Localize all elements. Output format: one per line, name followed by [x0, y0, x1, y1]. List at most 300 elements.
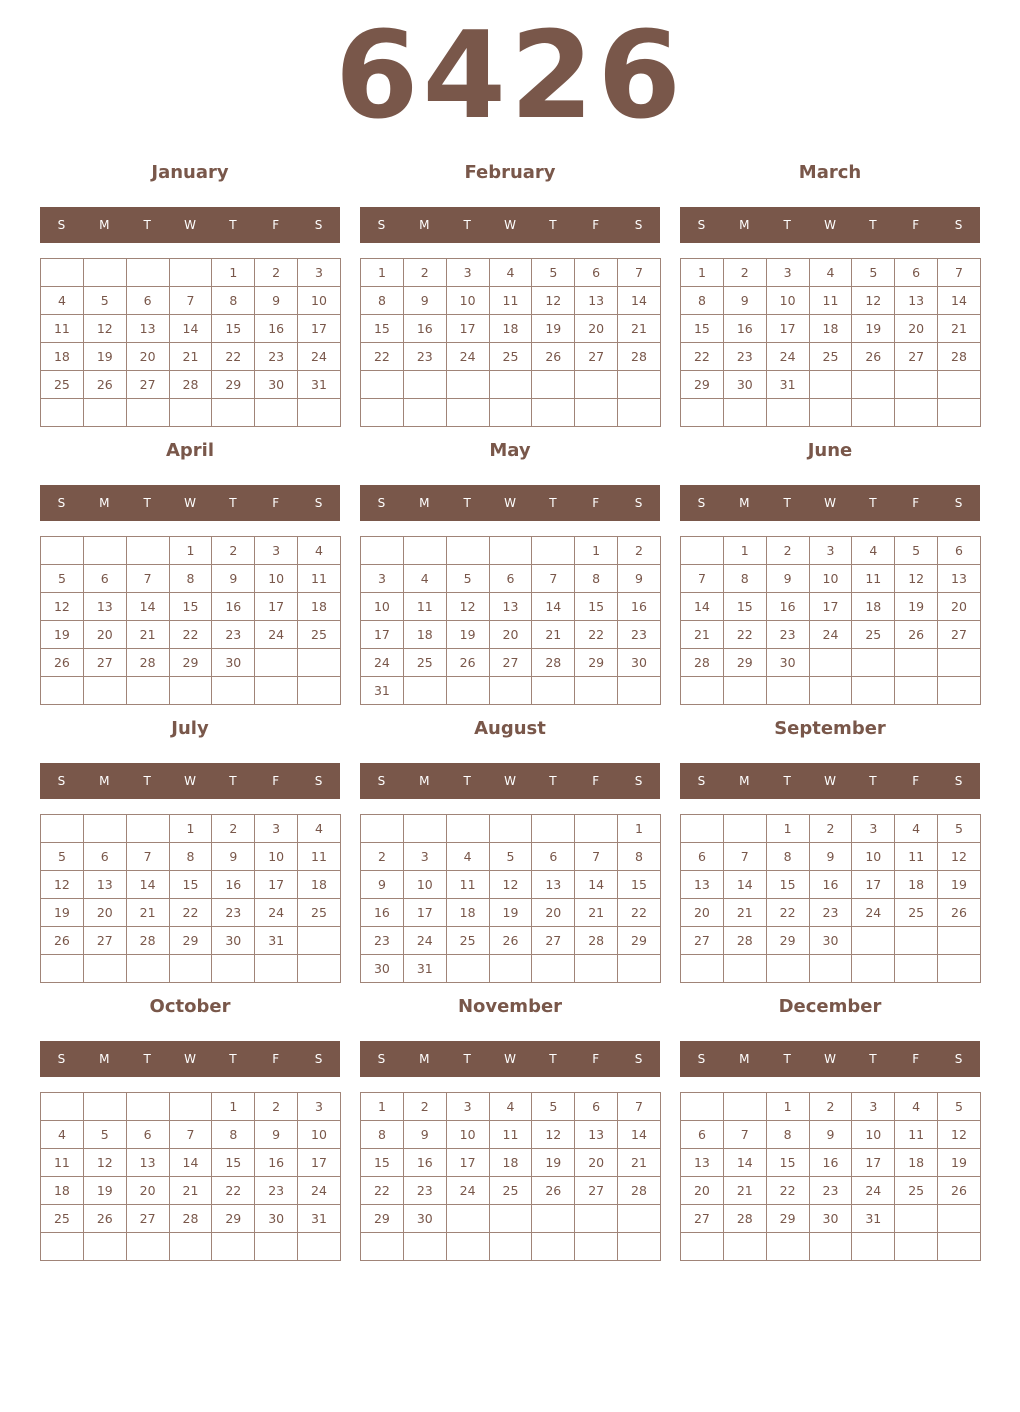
day-cell: 9	[255, 287, 298, 315]
day-cell: 10	[361, 593, 404, 621]
day-cell: 16	[809, 1149, 852, 1177]
day-cell: 14	[126, 871, 169, 899]
day-cell: 9	[361, 871, 404, 899]
day-cell: 13	[83, 871, 126, 899]
day-cell	[446, 677, 489, 705]
day-cell	[41, 677, 84, 705]
day-cell: 9	[809, 843, 852, 871]
weekday-label: M	[739, 496, 750, 510]
day-cell: 13	[489, 593, 532, 621]
day-cell: 16	[766, 593, 809, 621]
day-cell	[169, 677, 212, 705]
day-cell: 24	[852, 899, 895, 927]
day-cell	[895, 649, 938, 677]
day-cell: 11	[895, 843, 938, 871]
weekday-label: M	[99, 496, 110, 510]
day-cell: 21	[532, 621, 575, 649]
weekday-label: W	[824, 1052, 836, 1066]
weekday-label: M	[739, 218, 750, 232]
day-cell	[575, 815, 618, 843]
day-cell	[126, 1233, 169, 1261]
day-cell	[489, 677, 532, 705]
day-cell: 2	[723, 259, 766, 287]
weekday-label: S	[954, 774, 963, 788]
day-cell: 30	[809, 927, 852, 955]
weekday-label: M	[419, 496, 430, 510]
day-cell: 8	[575, 565, 618, 593]
weekday-label: W	[504, 774, 516, 788]
day-cell	[489, 955, 532, 983]
day-cell: 8	[618, 843, 661, 871]
day-cell: 11	[895, 1121, 938, 1149]
weekday-label: W	[184, 774, 196, 788]
day-cell	[489, 1205, 532, 1233]
month-name: September	[774, 718, 886, 739]
day-cell: 8	[766, 843, 809, 871]
day-cell: 5	[938, 815, 981, 843]
day-cell: 3	[852, 1093, 895, 1121]
day-cell: 9	[766, 565, 809, 593]
day-cell: 6	[895, 259, 938, 287]
day-cell: 12	[41, 871, 84, 899]
day-cell: 25	[895, 1177, 938, 1205]
week-row	[361, 843, 661, 871]
day-cell: 30	[255, 1205, 298, 1233]
day-cell	[403, 815, 446, 843]
week-row	[361, 955, 661, 983]
day-cell	[255, 399, 298, 427]
day-cell	[532, 1205, 575, 1233]
weekday-label: T	[143, 218, 151, 232]
week-row	[41, 259, 341, 287]
day-cell: 13	[83, 593, 126, 621]
day-cell	[446, 537, 489, 565]
day-grid	[40, 258, 341, 427]
day-grid	[680, 258, 981, 427]
day-cell	[126, 259, 169, 287]
day-cell: 20	[489, 621, 532, 649]
weekday-header	[360, 485, 660, 521]
weekday-label: S	[634, 496, 643, 510]
day-cell: 2	[212, 537, 255, 565]
day-cell: 24	[298, 343, 341, 371]
week-row	[361, 1233, 661, 1261]
day-cell	[938, 399, 981, 427]
day-cell: 11	[852, 565, 895, 593]
day-cell: 1	[212, 259, 255, 287]
day-cell: 12	[532, 1121, 575, 1149]
week-row	[681, 315, 981, 343]
day-cell: 25	[298, 621, 341, 649]
week-row	[361, 371, 661, 399]
day-grid	[360, 536, 661, 705]
day-cell: 26	[532, 343, 575, 371]
weekday-label: S	[697, 1052, 706, 1066]
day-cell: 26	[895, 621, 938, 649]
day-cell	[255, 677, 298, 705]
day-cell: 8	[766, 1121, 809, 1149]
day-cell: 9	[255, 1121, 298, 1149]
day-cell	[83, 399, 126, 427]
week-row	[41, 899, 341, 927]
week-row	[681, 1093, 981, 1121]
day-cell: 16	[212, 593, 255, 621]
day-cell: 20	[575, 315, 618, 343]
day-cell: 7	[938, 259, 981, 287]
day-cell: 22	[212, 1177, 255, 1205]
day-cell: 20	[575, 1149, 618, 1177]
day-cell: 6	[938, 537, 981, 565]
week-row	[41, 399, 341, 427]
day-cell	[809, 399, 852, 427]
day-cell	[83, 1093, 126, 1121]
day-cell: 2	[361, 843, 404, 871]
weekday-label: T	[549, 1052, 557, 1066]
day-cell	[489, 815, 532, 843]
day-cell	[852, 649, 895, 677]
day-cell	[766, 955, 809, 983]
weekday-label: S	[57, 774, 66, 788]
day-cell	[83, 537, 126, 565]
day-cell: 3	[446, 1093, 489, 1121]
day-cell: 26	[446, 649, 489, 677]
day-cell	[298, 677, 341, 705]
day-cell: 31	[255, 927, 298, 955]
day-cell: 17	[298, 315, 341, 343]
weekday-label: S	[314, 774, 323, 788]
day-cell: 21	[169, 343, 212, 371]
day-cell: 10	[852, 1121, 895, 1149]
day-cell: 11	[489, 1121, 532, 1149]
day-cell	[298, 649, 341, 677]
week-row	[361, 593, 661, 621]
weekday-label: S	[697, 496, 706, 510]
day-cell: 17	[852, 1149, 895, 1177]
day-cell	[126, 399, 169, 427]
day-cell	[852, 677, 895, 705]
day-cell: 1	[575, 537, 618, 565]
day-cell: 2	[255, 1093, 298, 1121]
week-row	[681, 649, 981, 677]
day-cell: 3	[255, 537, 298, 565]
day-cell: 4	[446, 843, 489, 871]
day-cell: 3	[403, 843, 446, 871]
day-grid	[360, 258, 661, 427]
day-cell: 27	[681, 927, 724, 955]
day-cell: 6	[489, 565, 532, 593]
day-cell	[489, 537, 532, 565]
week-row	[41, 565, 341, 593]
day-cell	[403, 537, 446, 565]
day-cell: 21	[618, 315, 661, 343]
day-cell	[575, 955, 618, 983]
day-cell: 23	[809, 899, 852, 927]
week-row	[681, 371, 981, 399]
week-row	[41, 1093, 341, 1121]
day-cell	[938, 955, 981, 983]
day-cell: 10	[255, 565, 298, 593]
day-cell: 11	[298, 565, 341, 593]
day-cell: 23	[212, 621, 255, 649]
day-cell: 20	[126, 343, 169, 371]
day-cell: 29	[575, 649, 618, 677]
day-cell: 5	[938, 1093, 981, 1121]
day-cell: 2	[809, 815, 852, 843]
day-cell: 4	[298, 537, 341, 565]
day-cell: 7	[618, 1093, 661, 1121]
day-cell: 11	[298, 843, 341, 871]
day-cell	[403, 677, 446, 705]
day-cell	[895, 955, 938, 983]
day-cell: 22	[212, 343, 255, 371]
day-cell: 13	[575, 287, 618, 315]
weekday-label: W	[824, 774, 836, 788]
week-row	[361, 343, 661, 371]
weekday-label: T	[463, 496, 471, 510]
day-cell: 23	[403, 1177, 446, 1205]
day-cell: 12	[83, 1149, 126, 1177]
day-cell: 17	[255, 593, 298, 621]
day-cell: 27	[83, 649, 126, 677]
weekday-label: W	[504, 1052, 516, 1066]
day-cell: 3	[809, 537, 852, 565]
day-cell: 18	[298, 593, 341, 621]
day-cell: 6	[126, 1121, 169, 1149]
day-cell: 1	[169, 815, 212, 843]
day-cell: 12	[938, 843, 981, 871]
day-cell: 24	[446, 343, 489, 371]
day-cell: 7	[126, 843, 169, 871]
day-cell	[446, 1233, 489, 1261]
day-cell: 28	[723, 1205, 766, 1233]
day-cell: 7	[532, 565, 575, 593]
day-cell: 25	[298, 899, 341, 927]
day-cell	[41, 815, 84, 843]
day-cell: 7	[575, 843, 618, 871]
day-cell: 17	[403, 899, 446, 927]
day-cell: 20	[532, 899, 575, 927]
day-cell: 9	[212, 565, 255, 593]
day-cell	[212, 677, 255, 705]
month-name: April	[165, 440, 215, 461]
day-cell: 16	[809, 871, 852, 899]
day-cell: 22	[575, 621, 618, 649]
day-cell: 16	[618, 593, 661, 621]
day-cell	[938, 1205, 981, 1233]
week-row	[41, 315, 341, 343]
weekday-label: T	[143, 774, 151, 788]
day-cell	[41, 955, 84, 983]
week-row	[681, 259, 981, 287]
day-cell: 5	[532, 1093, 575, 1121]
day-cell: 28	[169, 1205, 212, 1233]
week-row	[41, 371, 341, 399]
day-cell: 28	[126, 927, 169, 955]
weekday-label: M	[419, 774, 430, 788]
week-row	[361, 871, 661, 899]
day-cell: 24	[446, 1177, 489, 1205]
day-cell: 19	[41, 899, 84, 927]
weekday-label: M	[419, 218, 430, 232]
day-cell: 23	[723, 343, 766, 371]
day-cell: 3	[766, 259, 809, 287]
day-cell: 26	[938, 1177, 981, 1205]
day-cell	[681, 1233, 724, 1261]
day-cell: 23	[255, 343, 298, 371]
day-cell: 20	[126, 1177, 169, 1205]
day-cell: 8	[212, 1121, 255, 1149]
day-cell: 1	[361, 1093, 404, 1121]
day-cell: 31	[298, 1205, 341, 1233]
day-cell	[852, 1233, 895, 1261]
day-cell: 8	[681, 287, 724, 315]
weekday-label: S	[697, 774, 706, 788]
day-cell: 5	[41, 565, 84, 593]
week-row	[41, 343, 341, 371]
day-cell	[852, 371, 895, 399]
weekday-label: W	[184, 1052, 196, 1066]
day-cell: 22	[681, 343, 724, 371]
weekday-label: T	[783, 496, 791, 510]
day-cell	[895, 1205, 938, 1233]
week-row	[681, 593, 981, 621]
day-cell	[126, 1093, 169, 1121]
day-cell: 16	[403, 1149, 446, 1177]
day-cell: 14	[169, 1149, 212, 1177]
day-cell: 26	[852, 343, 895, 371]
day-cell: 14	[618, 1121, 661, 1149]
day-cell: 25	[403, 649, 446, 677]
weekday-header	[40, 1041, 340, 1077]
month-name: March	[798, 162, 862, 183]
day-cell: 29	[681, 371, 724, 399]
day-cell: 22	[618, 899, 661, 927]
day-cell: 3	[298, 1093, 341, 1121]
day-cell: 11	[403, 593, 446, 621]
weekday-label: S	[57, 218, 66, 232]
week-row	[681, 815, 981, 843]
day-cell: 25	[41, 1205, 84, 1233]
day-cell	[723, 815, 766, 843]
day-cell: 3	[446, 259, 489, 287]
day-cell: 17	[361, 621, 404, 649]
day-cell: 18	[852, 593, 895, 621]
day-cell: 5	[83, 1121, 126, 1149]
day-cell: 20	[681, 1177, 724, 1205]
day-cell: 22	[169, 621, 212, 649]
day-cell: 18	[298, 871, 341, 899]
day-cell: 22	[766, 899, 809, 927]
week-row	[361, 649, 661, 677]
day-cell: 28	[723, 927, 766, 955]
day-cell: 27	[575, 343, 618, 371]
day-cell	[532, 677, 575, 705]
day-cell: 8	[361, 287, 404, 315]
week-row	[681, 1177, 981, 1205]
weekday-label: F	[912, 496, 920, 510]
day-cell: 15	[766, 871, 809, 899]
month-name: June	[807, 440, 853, 461]
weekday-label: T	[549, 774, 557, 788]
weekday-label: S	[314, 496, 323, 510]
day-cell: 12	[938, 1121, 981, 1149]
year-title: 6426	[335, 7, 685, 146]
day-cell: 4	[298, 815, 341, 843]
day-cell: 6	[681, 843, 724, 871]
weekday-label: S	[57, 496, 66, 510]
day-cell: 19	[852, 315, 895, 343]
day-cell: 18	[403, 621, 446, 649]
day-cell: 27	[489, 649, 532, 677]
day-cell: 14	[723, 871, 766, 899]
day-cell	[126, 677, 169, 705]
day-cell	[83, 955, 126, 983]
weekday-label: T	[463, 218, 471, 232]
day-cell: 17	[766, 315, 809, 343]
day-cell: 23	[403, 343, 446, 371]
day-cell: 14	[575, 871, 618, 899]
day-cell: 4	[489, 259, 532, 287]
day-cell	[83, 1233, 126, 1261]
day-cell: 29	[723, 649, 766, 677]
day-cell	[489, 371, 532, 399]
weekday-label: S	[634, 218, 643, 232]
day-cell: 3	[298, 259, 341, 287]
day-cell: 19	[446, 621, 489, 649]
day-cell: 25	[489, 343, 532, 371]
day-cell: 6	[126, 287, 169, 315]
weekday-label: T	[229, 774, 237, 788]
weekday-label: S	[377, 218, 386, 232]
day-cell: 21	[618, 1149, 661, 1177]
weekday-label: T	[229, 218, 237, 232]
day-cell: 28	[938, 343, 981, 371]
day-cell: 20	[83, 621, 126, 649]
day-cell: 8	[361, 1121, 404, 1149]
day-cell: 12	[83, 315, 126, 343]
weekday-header	[680, 207, 980, 243]
day-cell	[575, 1233, 618, 1261]
day-cell: 10	[446, 287, 489, 315]
day-cell: 18	[489, 1149, 532, 1177]
day-cell: 23	[361, 927, 404, 955]
day-cell: 10	[403, 871, 446, 899]
day-cell	[618, 1233, 661, 1261]
day-cell	[532, 537, 575, 565]
day-cell: 29	[361, 1205, 404, 1233]
day-cell: 6	[83, 843, 126, 871]
day-cell: 18	[895, 871, 938, 899]
day-cell: 1	[618, 815, 661, 843]
day-cell	[852, 399, 895, 427]
day-cell: 3	[255, 815, 298, 843]
day-cell: 16	[255, 315, 298, 343]
weekday-label: S	[377, 774, 386, 788]
day-cell	[681, 537, 724, 565]
day-cell: 7	[169, 287, 212, 315]
day-cell: 29	[766, 927, 809, 955]
week-row	[681, 621, 981, 649]
day-cell: 1	[169, 537, 212, 565]
week-row	[361, 927, 661, 955]
week-row	[681, 899, 981, 927]
week-row	[41, 537, 341, 565]
day-cell: 13	[938, 565, 981, 593]
day-cell: 13	[681, 1149, 724, 1177]
day-cell: 8	[212, 287, 255, 315]
day-cell: 24	[255, 621, 298, 649]
day-cell	[618, 677, 661, 705]
